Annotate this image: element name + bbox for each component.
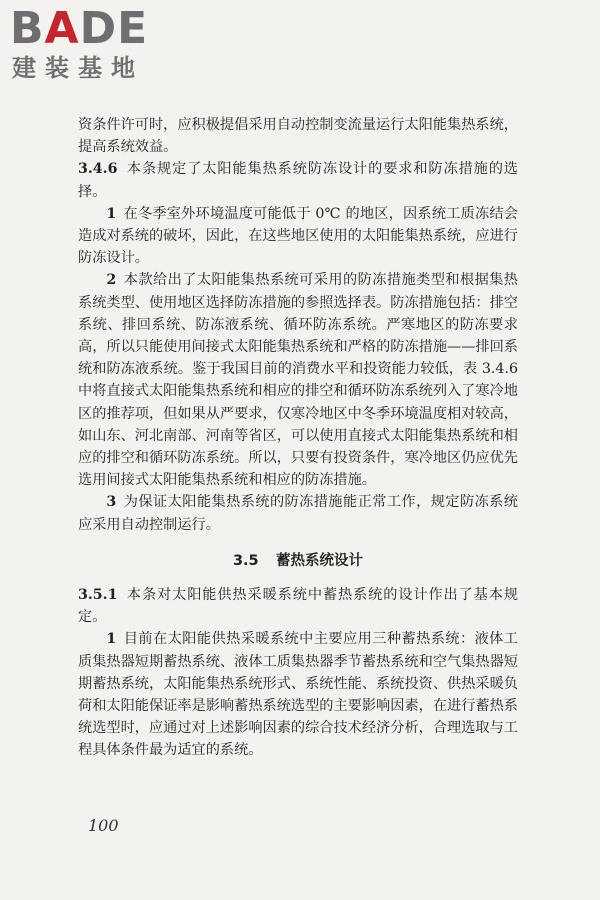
- item-text: 在冬季室外环境温度可能低于 0℃ 的地区，因系统工质冻结会造成对系统的破坏，因此，在这些地区使用的太阳能集热系统，应进行防冻设计。: [78, 205, 518, 267]
- bade-logo: [10, 3, 149, 82]
- section-heading: [78, 550, 518, 572]
- item-number: 3: [106, 494, 117, 511]
- item-number: 2: [106, 272, 117, 289]
- page-body: [78, 114, 518, 762]
- clause-3-5-1: [78, 584, 518, 628]
- logo-accent-letter: A: [44, 3, 80, 54]
- paragraph-continuation: 资条件许可时，应积极提倡采用自动控制变流量运行太阳能集热系统，提高系统效益。: [78, 117, 518, 156]
- list-item: [78, 491, 518, 535]
- item-text: 本款给出了太阳能集热系统可采用的防冻措施类型和根据集热系统类型、使用地区选择防冻措施的参照选择表。防冻措施包括：排空系统、排回系统、防冻液系统、循环防冻系统。严寒地区的防冻要求高，所以只能使用间接式太阳能集热系统和严格的防冻措施——排回系统和防冻液系统。鉴于我国目前的消费水平和投资能力较低，表 3.4.6 中将直接式太阳能集热系统和相应的排空和循环防冻系统列入了寒冷地区的推荐项，但如果从严要求，仅寒冷地区中冬季环境温度相对较高，如山东、河北南部、河南等省区，可以使用直接式太阳能集热系统和相应的排空和循环防冻系统。所以，只要有投资条件，寒冷地区仍应优先选用间接式太阳能集热系统和相应的防冻措施。: [78, 272, 518, 489]
- list-item: [78, 628, 518, 761]
- section-number: 3.5: [232, 552, 259, 569]
- list-item: [78, 203, 518, 270]
- clause-number: 3.4.6: [78, 161, 118, 178]
- page-number: 100: [88, 816, 119, 835]
- item-text: 目前在太阳能供热采暖系统中主要应用三种蓄热系统：液体工质集热器短期蓄热系统、液体工质集热器季节蓄热系统和空气集热器短期蓄热系统，太阳能集热系统形式、系统性能、系统投资、供热采暖负荷和太阳能保证率是影响蓄热系统选型的主要影响因素，在进行蓄热系统选型时，应通过对上述影响因素的综合技术经济分析，合理选取与工程具体条件最为适宜的系统。: [78, 631, 518, 759]
- clause-3-4-6: [78, 158, 518, 202]
- logo-wordmark: BADE: [10, 3, 149, 54]
- item-text: 为保证太阳能集热系统的防冻措施能正常工作，规定防冻系统应采用自动控制运行。: [78, 494, 518, 533]
- logo-subtitle: 建装基地: [12, 54, 144, 82]
- list-item: [78, 269, 518, 491]
- section-title-text: 蓄热系统设计: [276, 552, 364, 569]
- clause-text: 本条对太阳能供热采暖系统中蓄热系统的设计作出了基本规定。: [78, 587, 518, 626]
- item-number: 1: [106, 631, 117, 648]
- clause-text: 本条规定了太阳能集热系统防冻设计的要求和防冻措施的选择。: [78, 161, 518, 200]
- clause-number: 3.5.1: [78, 587, 118, 604]
- item-number: 1: [106, 205, 117, 222]
